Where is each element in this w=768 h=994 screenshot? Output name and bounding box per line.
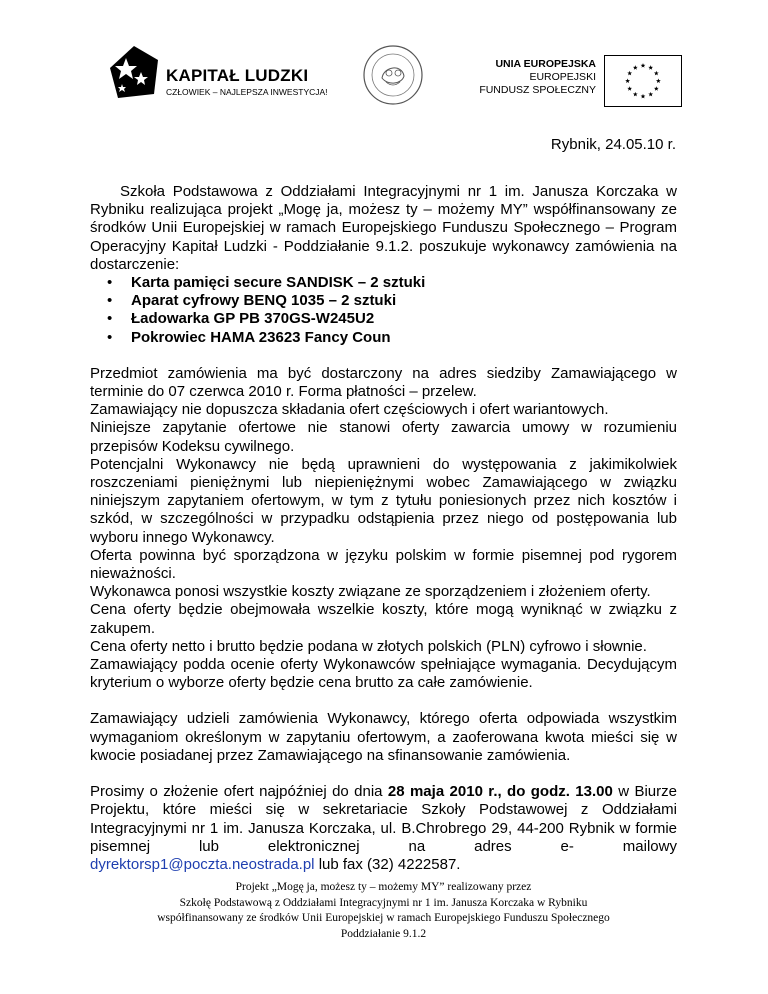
items-list [90,274,677,347]
eu-label [456,58,596,97]
condition-paragraph: Niniejsze zapytanie ofertowe nie stanowi oferty zawarcia umowy w rozumieniu przepisów Kodeksu cywilnego. [90,419,677,455]
kapital-ludzki-logo-icon [108,44,160,100]
eu-label-line2: EUROPEJSKI [529,71,596,83]
school-seal-icon [362,44,424,106]
kapital-ludzki-title: KAPITAŁ LUDZKI [166,66,309,85]
deadline-location: w Biurze Projektu, które mieści się w sekretariacie Szkoły Podstawowej z Oddziałami Integracyjnymi nr 1 im. Janusza Korczaka, ul. B.Chrobrego 29, 44-200 Rybnik w formie pisemnej lub elektronicznej na adres e- mailowy [90,783,677,855]
item-text: Ładowarka GP PB 370GS-W245U2 [131,310,375,328]
condition-paragraph: Cena oferty netto i brutto będzie podana w złotych polskich (PLN) cyfrowo i słownie. [90,637,647,655]
deadline-text: Prosimy o złożenie ofert najpóźniej do dnia [90,783,388,801]
deadline-date: 28 maja 2010 r., do godz. 13.00 [387,783,613,801]
date-line: Rybnik, 24.05.10 r. [550,136,676,153]
list-item [90,292,677,310]
item-text: Pokrowiec HAMA 23623 Fancy Coun [131,328,391,346]
bullet-icon: • [107,292,113,310]
footer-line: Poddziałanie 9.1.2 [340,927,427,940]
condition-paragraph: Zamawiający nie dopuszcza składania ofert częściowych i ofert wariantowych. [90,401,609,419]
footer-line: Projekt „Mogę ja, możesz ty – możemy MY” realizowany przez [235,881,532,893]
eu-flag-icon [604,55,682,107]
award-paragraph: Zamawiający udzieli zamówienia Wykonawcy, którego oferta odpowiada wszystkim wymaganiom określonym w zapytaniu ofertowym, a zaoferowana kwota mieści się w kwocie posiadanej przez Zamawiającego na sfinansowanie zamówienia. [90,710,677,764]
bullet-icon: • [107,328,113,346]
fax-text: lub fax (32) 4222587. [314,855,461,873]
list-item [90,310,677,328]
condition-paragraph: Przedmiot zamówienia ma być dostarczony na adres siedziby Zamawiającego w terminie do 07 czerwca 2010 r. Forma płatności – przelew. [90,364,677,401]
eu-label-line3: FUNDUSZ SPOŁECZNY [479,84,596,96]
footer-line: współfinansowany ze środków Unii Europejskiej w ramach Europejskiego Funduszu Społecznego [157,912,610,924]
list-item [90,274,677,292]
condition-paragraph: Potencjalni Wykonawcy nie będą uprawnieni do występowania z jakimikolwiek roszczeniami pieniężnymi lub niepieniężnymi wobec Zamawiającego w związku niniejszym zapytaniem ofertowym, w tym z tytułu poniesionych przez nich kosztów i szkód, w szczególności w przypadku odstąpienia przez niego od postępowania lub wyboru innego Wykonawcy. [90,455,677,546]
footer [90,880,677,942]
condition-paragraph: Zamawiający podda ocenie oferty Wykonawców spełniające wymagania. Decydującym kryterium o wyborze oferty będzie cena brutto za całe zamówienie. [90,656,677,692]
item-text: Karta pamięci secure SANDISK – 2 sztuki [131,274,426,292]
bullet-icon: • [107,310,113,328]
list-item [90,329,677,347]
bullet-icon: • [107,274,113,292]
letter-body [90,183,677,874]
footer-line: Szkołę Podstawową z Oddziałami Integracyjnymi nr 1 im. Janusza Korczaka w Rybniku [179,896,588,909]
contact-paragraph [90,856,677,874]
condition-paragraph: Oferta powinna być sporządzona w języku polskim w formie pisemnej pod rygorem nieważności. [90,546,677,583]
kapital-ludzki-subtitle: CZŁOWIEK – NAJLEPSZA INWESTYCJA! [166,87,328,97]
email-link[interactable]: dyrektorsp1@poczta.neostrada.pl [90,855,315,873]
deadline-paragraph [90,783,677,856]
condition-paragraph: Wykonawca ponosi wszystkie koszty związane ze sporządzeniem i złożeniem oferty. [90,583,651,601]
item-text: Aparat cyfrowy BENQ 1035 – 2 sztuki [131,292,397,310]
intro-paragraph: Szkoła Podstawowa z Oddziałami Integracyjnymi nr 1 im. Janusza Korczaka w Rybniku realizująca projekt „Mogę ja, możesz ty – możemy MY” współfinansowany ze środków Unii Europejskiej w ramach Europejskiego Funduszu Społecznego – Program Operacyjny Kapitał Ludzki - Poddziałanie 9.1.2. poszukuje wykonawcy zamówienia na dostarczenie: [90,183,677,273]
eu-label-line1: UNIA EUROPEJSKA [495,58,596,70]
condition-paragraph: Cena oferty będzie obejmowała wszelkie koszty, które mogą wyniknąć w związku z zakupem. [90,601,677,637]
logo-header [0,0,768,120]
